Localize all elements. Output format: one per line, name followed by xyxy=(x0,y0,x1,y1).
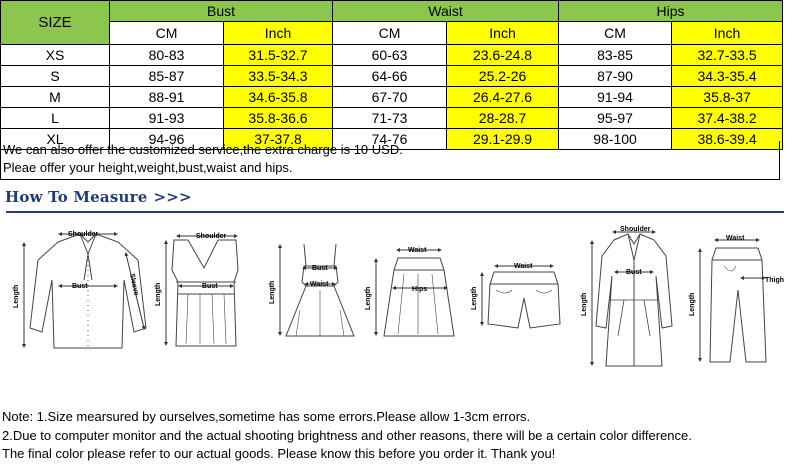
table-cell: 25.2-26 xyxy=(447,66,559,87)
unit-inch: Inch xyxy=(447,22,559,45)
table-cell: 34.6-35.8 xyxy=(224,87,333,108)
arrows-icon: >>> xyxy=(153,188,192,206)
length-label: Length xyxy=(581,292,588,316)
strap-dress-icon xyxy=(269,244,354,336)
table-row xyxy=(1,66,783,87)
notes-line: Pleae offer your height,weight,bust,waist and hips. xyxy=(3,160,293,175)
how-to-measure-title xyxy=(5,188,192,206)
unit-inch: Inch xyxy=(224,22,333,45)
waist-header: Waist xyxy=(333,1,559,22)
table-row xyxy=(1,45,783,66)
table-cell: 38.6-39.4 xyxy=(672,129,783,150)
shoulder-label: Shoulder xyxy=(196,233,227,240)
unit-cm: CM xyxy=(110,22,224,45)
table-row xyxy=(1,108,783,129)
length-label: Length xyxy=(13,284,20,308)
hips-header: Hips xyxy=(559,1,783,22)
skirt-icon xyxy=(365,247,454,336)
unit-inch: Inch xyxy=(672,22,783,45)
length-label: Length xyxy=(365,286,372,310)
table-cell: 33.5-34.3 xyxy=(224,66,333,87)
table-cell: 95-97 xyxy=(559,108,672,129)
size-label: XL xyxy=(1,129,110,150)
length-label: Length xyxy=(471,286,478,310)
blouse-icon xyxy=(13,231,146,348)
bust-label: Bust xyxy=(202,283,218,290)
shorts-icon xyxy=(471,263,560,328)
table-cell: 23.6-24.8 xyxy=(447,45,559,66)
table-cell: 29.1-29.9 xyxy=(447,129,559,150)
garment-diagrams xyxy=(0,220,789,370)
table-cell: 88-91 xyxy=(110,87,224,108)
size-label: M xyxy=(1,87,110,108)
table-cell: 87-90 xyxy=(559,66,672,87)
table-cell: 37-37.8 xyxy=(224,129,333,150)
tank-top-icon xyxy=(155,233,238,346)
divider xyxy=(6,211,784,213)
footer-line: The final color please refer to our actual goods. Please know this before you order it. Thank you! xyxy=(2,446,556,461)
bust-label: Bust xyxy=(312,265,328,272)
table-cell: 80-83 xyxy=(110,45,224,66)
table-cell: 71-73 xyxy=(333,108,447,129)
size-label: XS xyxy=(1,45,110,66)
shoulder-label: Shoulder xyxy=(620,226,651,233)
unit-cm: CM xyxy=(559,22,672,45)
footer-line: Note: 1.Size mearsured by ourselves,sometime has some errors.Please allow 1-3cm errors. xyxy=(2,409,531,424)
table-cell: 83-85 xyxy=(559,45,672,66)
table-cell: 67-70 xyxy=(333,87,447,108)
table-cell: 37.4-38.2 xyxy=(672,108,783,129)
table-cell: 91-94 xyxy=(559,87,672,108)
size-label: S xyxy=(1,66,110,87)
table-cell: 32.7-33.5 xyxy=(672,45,783,66)
table-cell: 74-76 xyxy=(333,129,447,150)
thigh-label: Thigh xyxy=(765,277,785,284)
waist-label: Waist xyxy=(408,247,427,254)
table-cell: 94-96 xyxy=(110,129,224,150)
waist-label: Waist xyxy=(310,281,329,288)
how-to-measure-label: How To Measure xyxy=(5,188,148,206)
notes-line: We can also offer the customized service,the extra charge is 10 USD. xyxy=(3,142,403,157)
table-cell: 31.5-32.7 xyxy=(224,45,333,66)
waist-label: Waist xyxy=(726,235,745,242)
length-label: Length xyxy=(689,292,696,316)
table-cell: 64-66 xyxy=(333,66,447,87)
footer-line: 2.Due to computer monitor and the actual shooting brightness and other reasons, there will be a certain color difference. xyxy=(2,427,692,443)
unit-cm: CM xyxy=(333,22,447,45)
waist-label: Waist xyxy=(514,263,533,270)
table-cell: 35.8-37 xyxy=(672,87,783,108)
sleeve-label: Sleeve xyxy=(128,272,140,297)
table-cell: 28-28.7 xyxy=(447,108,559,129)
hips-label: Hips xyxy=(412,286,428,293)
table-cell: 26.4-27.6 xyxy=(447,87,559,108)
table-cell: 98-100 xyxy=(559,129,672,150)
table-cell: 34.3-35.4 xyxy=(672,66,783,87)
table-cell: 60-63 xyxy=(333,45,447,66)
custom-service-notes xyxy=(0,141,780,180)
trousers-icon xyxy=(689,235,784,362)
trench-coat-icon xyxy=(581,226,672,366)
bust-label: Bust xyxy=(626,269,642,276)
table-row xyxy=(1,87,783,108)
length-label: Length xyxy=(155,282,162,306)
table-cell: 91-93 xyxy=(110,108,224,129)
size-label: L xyxy=(1,108,110,129)
footer-notes xyxy=(2,408,692,464)
table-cell: 85-87 xyxy=(110,66,224,87)
size-header: SIZE xyxy=(1,1,110,45)
bust-label: Bust xyxy=(72,283,88,290)
table-cell: 35.8-36.6 xyxy=(224,108,333,129)
bust-header: Bust xyxy=(110,1,333,22)
size-chart-table xyxy=(0,0,783,150)
length-label: Length xyxy=(269,280,276,304)
shoulder-label: Shoulder xyxy=(68,231,99,238)
